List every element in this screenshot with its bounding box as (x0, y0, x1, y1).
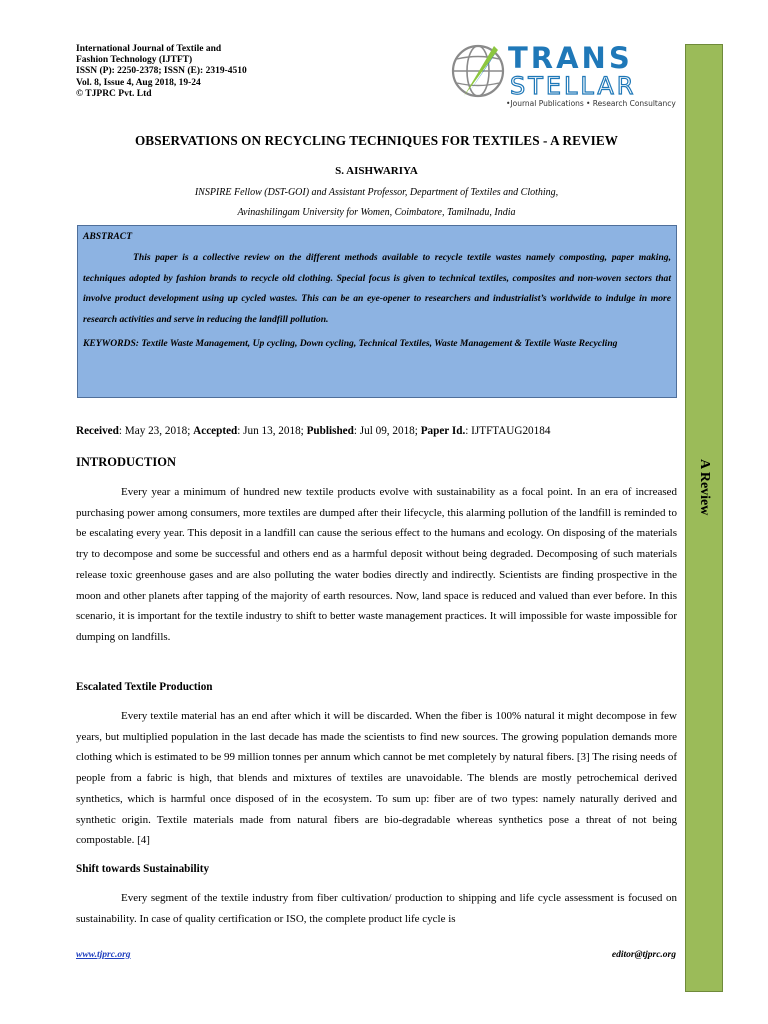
section-heading-escalated: Escalated Textile Production (76, 681, 213, 693)
journal-line: Vol. 8, Issue 4, Aug 2018, 19-24 (76, 77, 201, 88)
author-name: S. AISHWARIYA (335, 165, 418, 177)
logo-tag1: •Journal Publications (506, 99, 584, 108)
paper-title: OBSERVATIONS ON RECYCLING TECHNIQUES FOR TEXTILES - A REVIEW (134, 133, 619, 148)
journal-line: Fashion Technology (IJTFT) (76, 55, 193, 66)
journal-line: © TJPRC Pvt. Ltd (76, 88, 152, 99)
abstract-box (77, 225, 677, 398)
accepted-date: : Jun 13, 2018; (237, 425, 307, 437)
journal-line: ISSN (P): 2250-2378; ISSN (E): 2319-4510 (76, 66, 247, 77)
abstract-heading: ABSTRACT (83, 231, 133, 242)
logo-line2: STELLAR (510, 72, 637, 100)
footer-website-link[interactable]: www.tjprc.org (76, 950, 131, 960)
affiliation-line: Avinashilingam University for Women, Coimbatore, Tamilnadu, India (237, 207, 516, 218)
escalated-paragraph: Every textile material has an end after which it will be discarded. When the fiber is 100% natural it might decompose in few years, but multiplied population in the last decade has made the scientists to find new sources. The growing population demands more clothing which is estimated to be 99 million tonnes per annum which cannot be met completely by natural fibers. [3] The rising needs of people from a fabric is high, that blends and mixtures of textiles are unavoidable. The blends are mostly petrochemical derived synthetics, which is harmful once disposed of in the ecosystem. To sum up: fiber are of two types: namely naturally derived and synthetic origin. Textile materials made from natural fibers are bio-degradable whereas synthetics pose a threat of not being compostable. [4] (76, 710, 677, 847)
logo-tag2: • Research Consultancy (586, 99, 676, 108)
published-date: : Jul 09, 2018; (353, 425, 421, 437)
received-label: Received (76, 425, 119, 437)
published-label: Published (306, 425, 354, 437)
received-date: : May 23, 2018; (118, 425, 194, 437)
journal-info (76, 44, 336, 100)
side-label-text: A Review (697, 458, 712, 516)
side-label (685, 449, 723, 525)
affiliation-line: INSPIRE Fellow (DST-GOI) and Assistant Professor, Department of Textiles and Clothing, (194, 187, 559, 198)
accepted-label: Accepted (193, 425, 238, 437)
keywords: KEYWORDS: Textile Waste Management, Up cycling, Down cycling, Technical Textiles, Waste Management & Textile Waste Recycling (83, 338, 618, 350)
abstract-text: This paper is a collective review on the different methods available to recycle textile wastes namely composting, paper making, techniques adopted by fashion brands to recycle old clothing. Special focus is given to technical textiles, composites and non-woven sectors that involve product development using up cycled wastes. This can be an eye-opener to researchers and industrialist’s worldwide to indulge in more research activities and serve in reducing the landfill pollution. (83, 252, 671, 325)
journal-line: International Journal of Textile and (76, 44, 222, 54)
globe-logo-icon (446, 38, 678, 110)
dates-line (76, 425, 676, 437)
logo-line1: TRANS (508, 41, 633, 75)
paperid-label: Paper Id. (420, 425, 466, 437)
paper-id: : IJTFTAUG20184 (465, 425, 551, 437)
intro-paragraph: Every year a minimum of hundred new textile products evolve with sustainability as a focal point. In an era of increased purchasing power among consumers, more textiles are dumped after their lifecycle, this alarming pollution of the landfill is reminded to be escalating every year. This deposit in a landfill can cause the serious effect to the humans and ecology. On disposing of the materials try to decompose and some be successful and others end as a harmful deposit without being degraded. Decomposing of such materials release toxic greenhouse gases and are also polluting the water bodies directly and indirectly. Scientists are finding prospective in the moon and other planets after tapping of the majority of earth resources. Now, land space is reduced and valued than ever before. In this scenario, it is important for the textile industry to shift to better waste management practices. It will impossible for waste impossible for dumping on landfills. (76, 486, 677, 643)
transstellar-logo (446, 38, 678, 110)
section-heading-introduction: INTRODUCTION (76, 455, 177, 469)
section-heading-shift: Shift towards Sustainability (76, 863, 210, 875)
footer-email: editor@tjprc.org (611, 950, 676, 960)
shift-paragraph: Every segment of the textile industry from fiber cultivation/ production to shipping and life cycle assessment is focused on sustainability. In case of quality certification or ISO, the complete product life cycle is (76, 892, 677, 925)
